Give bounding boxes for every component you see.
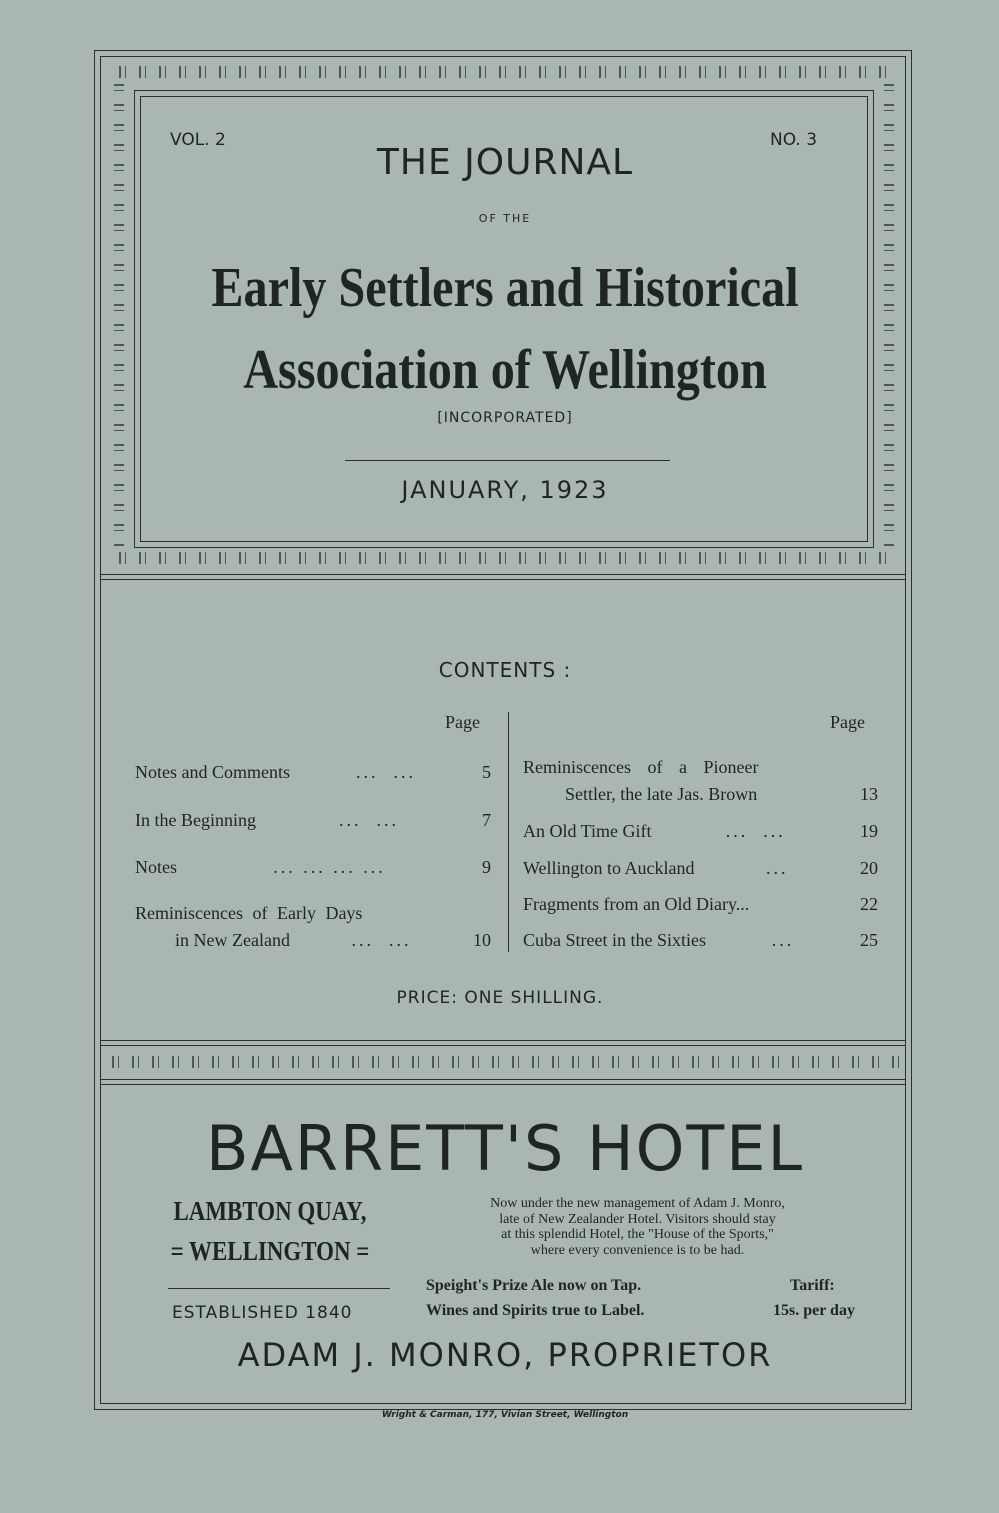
issue-date: JANUARY, 1923 [401,476,609,504]
contents-entry: Wellington to Auckland ... 20 [523,858,878,878]
price: PRICE: ONE SHILLING. [396,988,604,1008]
ornament-band-top [115,66,895,78]
wines-notice: Wines and Spirits true to Label. [426,1302,645,1319]
hotel-city: = WELLINGTON = [170,1236,370,1266]
org-name-line2: Association of Wellington [243,339,767,401]
volume: VOL. 2 [170,130,226,150]
tariff-price: 15s. per day [773,1302,855,1319]
hotel-street: LAMBTON QUAY, [173,1196,367,1226]
hotel-name: BARRETT'S HOTEL [205,1112,805,1185]
page-label-right: Page [830,712,865,732]
contents-entry: Settler, the late Jas. Brown 13 [565,784,878,804]
issue-number: NO. 3 [770,130,818,150]
contents-entry: Reminiscences of Early Days [135,903,363,923]
contents-entry: In the Beginning ... ... 7 [135,810,491,830]
org-name-line1: Early Settlers and Historical [211,257,799,319]
incorporated: [INCORPORATED] [437,410,573,426]
tariff-label: Tariff: [790,1277,835,1294]
hotel-description: Now under the new management of Adam J. Monro, late of New Zealander Hotel. Visitors should stay at this splendid Hotel, the "House of the Sports," where every convenience is to be had. [490,1196,785,1258]
ornament-band-mid [115,552,895,564]
contents-entry: Cuba Street in the Sixties ... 25 [523,930,878,950]
printer-imprint: Wright & Carman, 177, Vivian Street, Wellington [381,1410,629,1420]
of-the: OF THE [478,212,532,225]
contents-entry: Notes ... ... ... ... 9 [135,857,491,877]
proprietor: ADAM J. MONRO, PROPRIETOR [237,1336,773,1374]
ale-notice: Speight's Prize Ale now on Tap. [426,1277,642,1294]
page-label-left: Page [445,712,480,732]
contents-entry: Notes and Comments ... ... 5 [135,762,491,782]
journal-title: THE JOURNAL [376,142,634,183]
contents-entry: Fragments from an Old Diary... 22 [523,894,878,914]
established: ESTABLISHED 1840 [172,1303,353,1323]
contents-entry: Reminiscences of a Pioneer [523,757,759,777]
contents-heading: CONTENTS : [438,658,572,682]
contents-entry: in New Zealand ... ... 10 [175,930,491,950]
contents-entry: An Old Time Gift ... ... 19 [523,821,878,841]
ornament-band-ad [108,1056,903,1068]
